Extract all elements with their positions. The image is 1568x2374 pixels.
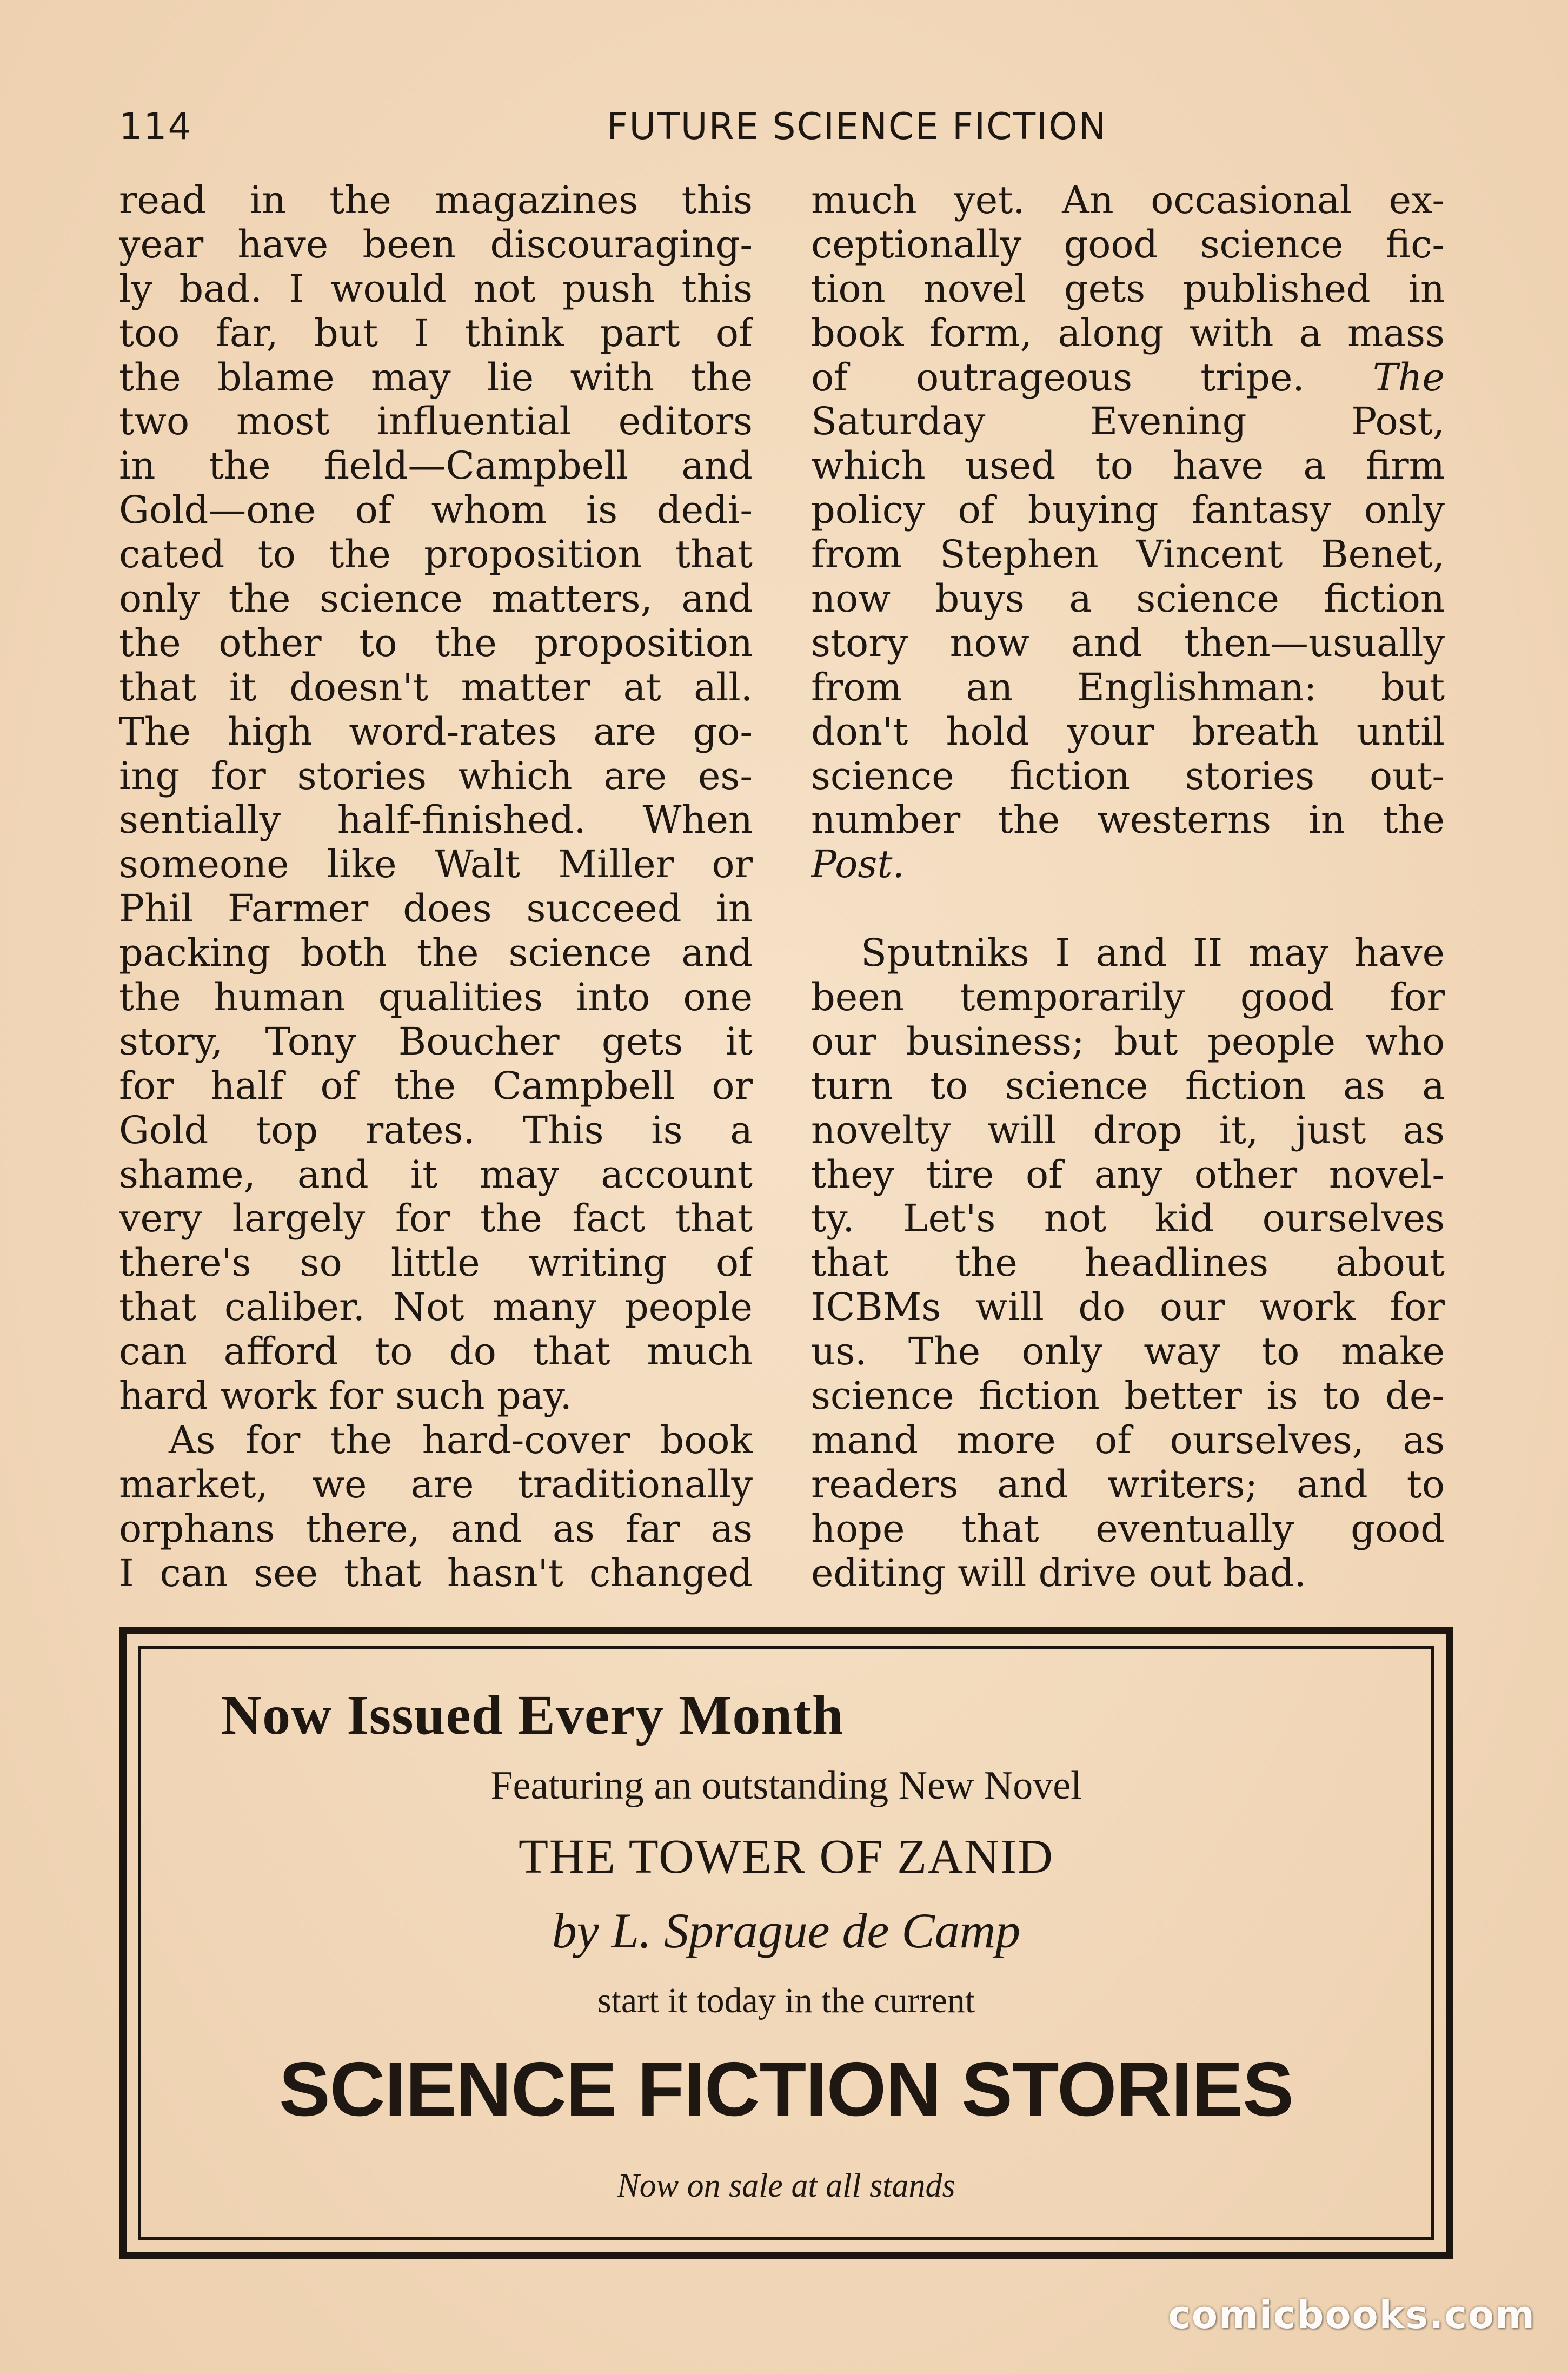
advertisement-box [119, 1627, 1453, 2259]
text-line: the blame may lie with the [119, 355, 753, 400]
text-line: policy of buying fantasy only [811, 488, 1445, 533]
right-column [811, 178, 1445, 1596]
text-line: our business; but people who [811, 1019, 1445, 1064]
ad-author: by L. Sprague de Camp [552, 1903, 1021, 1958]
text-line: from Stephen Vincent Benet, [811, 533, 1445, 577]
text-line: the human qualities into one [119, 976, 753, 1020]
page-header [119, 105, 1444, 154]
text-line: can afford to do that much [119, 1330, 753, 1374]
text-line: ty. Let's not kid ourselves [811, 1197, 1445, 1241]
text-line: The high word-rates are go- [119, 709, 753, 754]
text-line: that it doesn't matter at all. [119, 665, 753, 709]
text-line: Saturday Evening Post, [811, 400, 1445, 444]
ad-novel-title: THE TOWER OF ZANID [518, 1830, 1054, 1884]
text-line: someone like Walt Miller or [119, 843, 753, 887]
ad-headline: Now Issued Every Month [221, 1684, 844, 1746]
text-line: year have been discouraging- [119, 222, 753, 267]
text-line: packing both the science and [119, 931, 753, 976]
text-line: Gold—one of whom is dedi- [119, 488, 753, 533]
text-line: been temporarily good for [811, 976, 1445, 1020]
text-line: Sputniks I and II may have [861, 931, 1445, 976]
right-line-italic: of outrageous tripe. The [811, 355, 1445, 400]
text-line: ICBMs will do our work for [811, 1285, 1445, 1330]
text-line: they tire of any other novel- [811, 1152, 1445, 1197]
right-paragraph-1 [811, 178, 1445, 356]
left-column [119, 178, 753, 1596]
text-line: ceptionally good science fic- [811, 222, 1445, 267]
text-line: orphans there, and as far as [119, 1507, 753, 1551]
text-line: tion novel gets published in [811, 267, 1445, 311]
text-line: very largely for the fact that [119, 1197, 753, 1241]
ad-magazine-title: SCIENCE FICTION STORIES [279, 2046, 1293, 2132]
text-line: ly bad. I would not push this [119, 267, 753, 311]
text-line: that the headlines about [811, 1241, 1445, 1285]
text-line: story, Tony Boucher gets it [119, 1019, 753, 1064]
page-number: 114 [119, 105, 192, 148]
text-line: science fiction stories out- [811, 754, 1445, 798]
text-line: us. The only way to make [811, 1330, 1445, 1374]
text-line: read in the magazines this [119, 178, 753, 222]
text-line: turn to science fiction as a [811, 1064, 1445, 1108]
text-line: story now and then—usually [811, 621, 1445, 665]
ad-sale-line: Now on sale at all stands [617, 2167, 955, 2204]
text-line: sentially half-finished. When [119, 798, 753, 843]
text-line: don't hold your breath until [811, 709, 1445, 754]
text-line: that caliber. Not many people [119, 1285, 753, 1330]
text-line: As for the hard-cover book [169, 1418, 753, 1462]
watermark-text: comicbooks.com [1168, 2293, 1536, 2337]
text-line: now buys a science fiction [811, 577, 1445, 621]
text-line: novelty will drop it, just as [811, 1108, 1445, 1152]
running-head: FUTURE SCIENCE FICTION [607, 105, 1107, 148]
text-line: in the field—Campbell and [119, 444, 753, 488]
text-line: Phil Farmer does succeed in [119, 887, 753, 931]
text-line: hope that eventually good [811, 1507, 1445, 1551]
text-line: two most influential editors [119, 400, 753, 444]
text-line: market, we are traditionally [119, 1462, 753, 1507]
text-line: which used to have a firm [811, 444, 1445, 488]
paragraph-gap [811, 887, 1445, 931]
text-line: there's so little writing of [119, 1241, 753, 1285]
text-line: mand more of ourselves, as [811, 1418, 1445, 1462]
text-line: shame, and it may account [119, 1152, 753, 1197]
text-line: cated to the proposition that [119, 533, 753, 577]
text-line: number the westerns in the [811, 798, 1445, 843]
text-line: hard work for such pay. [119, 1374, 572, 1418]
right-line-post: Post. [811, 843, 905, 887]
text-line: for half of the Campbell or [119, 1064, 753, 1108]
text-line: readers and writers; and to [811, 1462, 1445, 1507]
text-line: science fiction better is to de- [811, 1374, 1445, 1418]
text-line: I can see that hasn't changed [119, 1551, 753, 1595]
right-paragraph-1-continued [811, 400, 1445, 843]
ad-start-line: start it today in the current [597, 1981, 975, 2020]
text-line: much yet. An occasional ex- [811, 178, 1445, 222]
right-paragraph-2 [811, 931, 1445, 1595]
text-line: editing will drive out bad. [811, 1551, 1306, 1595]
ad-featuring-line: Featuring an outstanding New Novel [490, 1763, 1082, 1808]
text-line: from an Englishman: but [811, 665, 1445, 709]
text-line: Gold top rates. This is a [119, 1108, 753, 1152]
text-line: only the science matters, and [119, 577, 753, 621]
text-line: book form, along with a mass [811, 311, 1445, 355]
text-line: too far, but I think part of [119, 311, 753, 355]
text-line: the other to the proposition [119, 621, 753, 665]
text-line: ing for stories which are es- [119, 754, 753, 798]
